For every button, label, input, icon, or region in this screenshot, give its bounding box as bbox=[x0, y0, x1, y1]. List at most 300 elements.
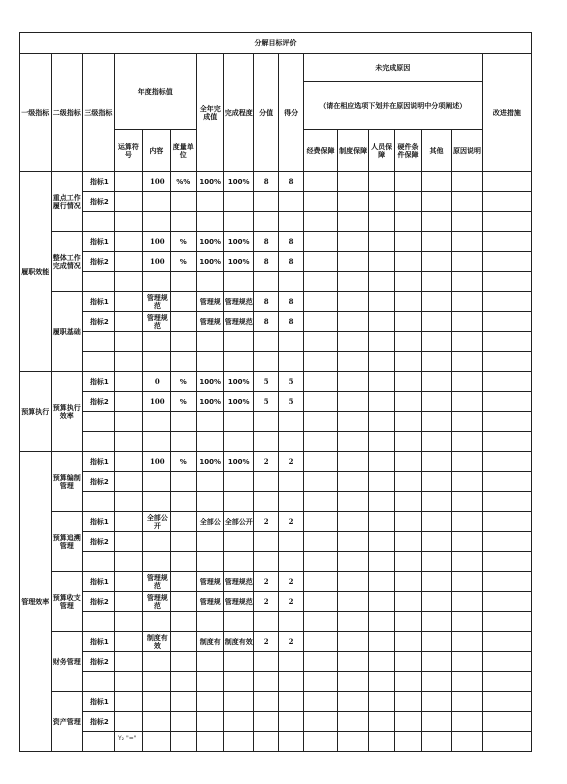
gained-cell: 2 bbox=[279, 452, 303, 472]
header-level3: 三级指标 bbox=[83, 54, 115, 172]
level3-cell bbox=[83, 612, 115, 632]
reason-cell bbox=[368, 272, 394, 292]
op-symbol-cell bbox=[114, 612, 142, 632]
reason-cell bbox=[452, 292, 483, 312]
reason-cell bbox=[452, 652, 483, 672]
reason-cell bbox=[452, 412, 483, 432]
full-year-value-cell: 全部公 bbox=[196, 512, 223, 532]
reason-cell bbox=[303, 372, 338, 392]
score-cell bbox=[253, 332, 278, 352]
op-symbol-cell bbox=[114, 512, 142, 532]
reason-cell bbox=[338, 292, 369, 312]
reason-cell bbox=[368, 692, 394, 712]
op-symbol-cell bbox=[114, 332, 142, 352]
improvement-cell bbox=[482, 212, 531, 232]
reason-cell bbox=[338, 432, 369, 452]
full-year-value-cell bbox=[196, 332, 223, 352]
completion-rate-cell: 100% bbox=[224, 392, 254, 412]
completion-rate-cell: 管理规范 bbox=[224, 592, 254, 612]
level3-cell bbox=[83, 332, 115, 352]
gained-cell bbox=[279, 552, 303, 572]
full-year-value-cell: 管理规 bbox=[196, 572, 223, 592]
level3-cell: 指标1 bbox=[83, 292, 115, 312]
reason-cell bbox=[452, 352, 483, 372]
reason-cell bbox=[421, 652, 452, 672]
op-symbol-cell bbox=[114, 692, 142, 712]
reason-cell bbox=[421, 352, 452, 372]
table-row bbox=[20, 592, 532, 612]
reason-cell bbox=[395, 172, 421, 192]
reason-cell bbox=[395, 432, 421, 452]
unit-cell: % bbox=[170, 232, 196, 252]
table-row bbox=[20, 412, 532, 432]
reason-cell bbox=[395, 632, 421, 652]
op-symbol-cell bbox=[114, 352, 142, 372]
header-level2: 二级指标 bbox=[51, 54, 83, 172]
score-cell: 8 bbox=[253, 312, 278, 332]
reason-cell bbox=[421, 732, 452, 752]
reason-cell bbox=[303, 712, 338, 732]
level3-cell bbox=[83, 552, 115, 572]
reason-cell bbox=[338, 612, 369, 632]
reason-cell bbox=[452, 692, 483, 712]
completion-rate-cell: 制度有效 bbox=[224, 632, 254, 652]
improvement-cell bbox=[482, 732, 531, 752]
content-cell: 100 bbox=[143, 452, 170, 472]
unit-cell bbox=[170, 672, 196, 692]
reason-cell bbox=[338, 552, 369, 572]
op-symbol-cell bbox=[114, 192, 142, 212]
reason-cell bbox=[303, 452, 338, 472]
header-improvement: 改进措施 bbox=[482, 54, 531, 172]
level3-cell: 指标1 bbox=[83, 232, 115, 252]
reason-cell bbox=[421, 392, 452, 412]
reason-cell bbox=[395, 572, 421, 592]
content-cell bbox=[143, 532, 170, 552]
content-cell bbox=[143, 432, 170, 452]
level3-cell: 指标1 bbox=[83, 452, 115, 472]
table-row bbox=[20, 352, 532, 372]
reason-cell bbox=[368, 252, 394, 272]
full-year-value-cell: 管理规 bbox=[196, 312, 223, 332]
level2-cell: 履职基础 bbox=[51, 292, 83, 372]
content-cell bbox=[143, 692, 170, 712]
reason-cell bbox=[368, 352, 394, 372]
improvement-cell bbox=[482, 332, 531, 352]
reason-cell bbox=[395, 232, 421, 252]
reason-cell bbox=[338, 252, 369, 272]
reason-cell bbox=[395, 252, 421, 272]
content-cell bbox=[143, 672, 170, 692]
op-symbol-cell bbox=[114, 492, 142, 512]
reason-cell bbox=[303, 572, 338, 592]
level2-cell: 重点工作履行情况 bbox=[51, 172, 83, 232]
reason-cell bbox=[421, 692, 452, 712]
reason-cell bbox=[421, 312, 452, 332]
table-row bbox=[20, 192, 532, 212]
reason-cell bbox=[303, 692, 338, 712]
op-symbol-cell bbox=[114, 532, 142, 552]
table-row bbox=[20, 392, 532, 412]
reason-cell bbox=[303, 272, 338, 292]
table-row bbox=[20, 732, 532, 752]
reason-cell bbox=[395, 392, 421, 412]
unit-cell: % bbox=[170, 252, 196, 272]
reason-cell bbox=[338, 412, 369, 432]
level3-cell: 指标1 bbox=[83, 572, 115, 592]
reason-cell bbox=[338, 232, 369, 252]
content-cell: 100 bbox=[143, 172, 170, 192]
completion-rate-cell bbox=[224, 532, 254, 552]
reason-cell bbox=[421, 452, 452, 472]
gained-cell: 8 bbox=[279, 312, 303, 332]
content-cell bbox=[143, 492, 170, 512]
level3-cell: 指标1 bbox=[83, 692, 115, 712]
content-cell: 管理规范 bbox=[143, 572, 170, 592]
unit-cell bbox=[170, 472, 196, 492]
score-cell: 2 bbox=[253, 512, 278, 532]
unit-cell bbox=[170, 212, 196, 232]
reason-cell bbox=[303, 492, 338, 512]
level2-cell: 预算追溯管理 bbox=[51, 512, 83, 572]
full-year-value-cell: 100% bbox=[196, 392, 223, 412]
level3-cell: 指标2 bbox=[83, 532, 115, 552]
reason-cell bbox=[452, 612, 483, 632]
table-row bbox=[20, 612, 532, 632]
reason-cell bbox=[395, 592, 421, 612]
header-reason-note: 原因说明 bbox=[452, 130, 483, 172]
op-symbol-cell bbox=[114, 552, 142, 572]
reason-cell bbox=[338, 452, 369, 472]
unit-cell bbox=[170, 712, 196, 732]
reason-cell bbox=[395, 332, 421, 352]
op-symbol-cell bbox=[114, 632, 142, 652]
level3-cell: 指标2 bbox=[83, 592, 115, 612]
content-cell bbox=[143, 352, 170, 372]
reason-cell bbox=[452, 572, 483, 592]
content-cell bbox=[143, 192, 170, 212]
unit-cell bbox=[170, 312, 196, 332]
score-cell bbox=[253, 472, 278, 492]
completion-rate-cell bbox=[224, 272, 254, 292]
reason-cell bbox=[338, 172, 369, 192]
reason-cell bbox=[368, 412, 394, 432]
full-year-value-cell bbox=[196, 432, 223, 452]
reason-cell bbox=[368, 172, 394, 192]
completion-rate-cell: 100% bbox=[224, 372, 254, 392]
op-symbol-cell bbox=[114, 232, 142, 252]
score-cell bbox=[253, 412, 278, 432]
reason-cell bbox=[338, 712, 369, 732]
reason-cell bbox=[303, 412, 338, 432]
reason-cell bbox=[395, 552, 421, 572]
header-completion-rate: 完成程度 bbox=[224, 54, 254, 172]
score-cell: 2 bbox=[253, 632, 278, 652]
unit-cell: % bbox=[170, 392, 196, 412]
score-cell: 2 bbox=[253, 592, 278, 612]
reason-cell bbox=[395, 292, 421, 312]
full-year-value-cell bbox=[196, 532, 223, 552]
reason-cell bbox=[303, 632, 338, 652]
op-symbol-cell bbox=[114, 712, 142, 732]
gained-cell: 5 bbox=[279, 372, 303, 392]
reason-cell bbox=[338, 692, 369, 712]
table-body bbox=[20, 172, 532, 752]
level2-cell: 资产管理 bbox=[51, 692, 83, 752]
reason-cell bbox=[368, 632, 394, 652]
improvement-cell bbox=[482, 372, 531, 392]
level3-cell bbox=[83, 672, 115, 692]
reason-cell bbox=[452, 272, 483, 292]
unit-cell bbox=[170, 492, 196, 512]
gained-cell bbox=[279, 192, 303, 212]
completion-rate-cell bbox=[224, 672, 254, 692]
completion-rate-cell bbox=[224, 432, 254, 452]
reason-cell bbox=[303, 192, 338, 212]
reason-cell bbox=[421, 272, 452, 292]
reason-cell bbox=[421, 252, 452, 272]
reason-cell bbox=[395, 732, 421, 752]
improvement-cell bbox=[482, 712, 531, 732]
gained-cell: 2 bbox=[279, 632, 303, 652]
full-year-value-cell bbox=[196, 552, 223, 572]
reason-cell bbox=[338, 312, 369, 332]
header-reason-funding: 经费保障 bbox=[303, 130, 338, 172]
reason-cell bbox=[395, 672, 421, 692]
reason-cell bbox=[303, 252, 338, 272]
full-year-value-cell bbox=[196, 472, 223, 492]
reason-cell bbox=[452, 372, 483, 392]
improvement-cell bbox=[482, 652, 531, 672]
completion-rate-cell: 100% bbox=[224, 452, 254, 472]
reason-cell bbox=[368, 372, 394, 392]
unit-cell bbox=[170, 432, 196, 452]
level3-cell: 指标2 bbox=[83, 312, 115, 332]
reason-cell bbox=[368, 532, 394, 552]
level3-cell: 指标2 bbox=[83, 192, 115, 212]
reason-cell bbox=[338, 212, 369, 232]
score-cell bbox=[253, 532, 278, 552]
reason-cell bbox=[368, 712, 394, 732]
reason-cell bbox=[421, 412, 452, 432]
reason-cell bbox=[421, 712, 452, 732]
full-year-value-cell bbox=[196, 192, 223, 212]
gained-cell: 2 bbox=[279, 512, 303, 532]
reason-cell bbox=[452, 232, 483, 252]
score-cell bbox=[253, 732, 278, 752]
score-cell: 8 bbox=[253, 172, 278, 192]
reason-cell bbox=[338, 472, 369, 492]
gained-cell bbox=[279, 472, 303, 492]
improvement-cell bbox=[482, 312, 531, 332]
reason-cell bbox=[338, 492, 369, 512]
score-cell bbox=[253, 492, 278, 512]
level3-cell: 指标1 bbox=[83, 172, 115, 192]
reason-cell bbox=[368, 592, 394, 612]
reason-cell bbox=[452, 252, 483, 272]
reason-cell bbox=[303, 732, 338, 752]
score-cell bbox=[253, 212, 278, 232]
table-row bbox=[20, 292, 532, 312]
op-symbol-cell bbox=[114, 472, 142, 492]
improvement-cell bbox=[482, 352, 531, 372]
table-row bbox=[20, 492, 532, 512]
reason-cell bbox=[395, 512, 421, 532]
reason-cell bbox=[452, 632, 483, 652]
reason-cell bbox=[368, 472, 394, 492]
level1-cell: 管理效率 bbox=[20, 452, 52, 752]
completion-rate-cell bbox=[224, 552, 254, 572]
op-symbol-cell bbox=[114, 172, 142, 192]
header-full-year-value: 全年完成值 bbox=[196, 54, 223, 172]
level1-cell: 履职效能 bbox=[20, 172, 52, 372]
reason-cell bbox=[452, 312, 483, 332]
gained-cell: 8 bbox=[279, 172, 303, 192]
reason-cell bbox=[395, 652, 421, 672]
reason-cell bbox=[303, 172, 338, 192]
completion-rate-cell: 管理规范 bbox=[224, 292, 254, 312]
reason-cell bbox=[421, 372, 452, 392]
reason-cell bbox=[421, 672, 452, 692]
table-row bbox=[20, 172, 532, 192]
reason-cell bbox=[421, 532, 452, 552]
reason-cell bbox=[303, 432, 338, 452]
unit-cell bbox=[170, 532, 196, 552]
reason-cell bbox=[368, 512, 394, 532]
reason-cell bbox=[303, 532, 338, 552]
improvement-cell bbox=[482, 612, 531, 632]
reason-cell bbox=[368, 212, 394, 232]
score-cell bbox=[253, 612, 278, 632]
unit-cell bbox=[170, 552, 196, 572]
improvement-cell bbox=[482, 172, 531, 192]
reason-cell bbox=[421, 172, 452, 192]
level3-cell bbox=[83, 212, 115, 232]
reason-cell bbox=[368, 392, 394, 412]
content-cell: 100 bbox=[143, 252, 170, 272]
reason-cell bbox=[368, 292, 394, 312]
reason-cell bbox=[368, 572, 394, 592]
table-row bbox=[20, 532, 532, 552]
reason-cell bbox=[338, 632, 369, 652]
level3-cell: 指标2 bbox=[83, 472, 115, 492]
header-op-symbol: 运算符号 bbox=[114, 130, 142, 172]
op-symbol-cell bbox=[114, 212, 142, 232]
unit-cell bbox=[170, 612, 196, 632]
gained-cell: 2 bbox=[279, 592, 303, 612]
content-cell: 100 bbox=[143, 232, 170, 252]
reason-cell bbox=[421, 612, 452, 632]
unit-cell bbox=[170, 332, 196, 352]
reason-cell bbox=[303, 312, 338, 332]
reason-cell bbox=[338, 352, 369, 372]
reason-cell bbox=[395, 412, 421, 432]
reason-cell bbox=[421, 632, 452, 652]
completion-rate-cell: 100% bbox=[224, 232, 254, 252]
table-row bbox=[20, 332, 532, 352]
reason-cell bbox=[368, 552, 394, 572]
content-cell bbox=[143, 712, 170, 732]
reason-cell bbox=[452, 552, 483, 572]
content-cell bbox=[143, 472, 170, 492]
reason-cell bbox=[452, 512, 483, 532]
table-row bbox=[20, 232, 532, 252]
reason-cell bbox=[452, 192, 483, 212]
reason-cell bbox=[421, 432, 452, 452]
level3-cell: 指标1 bbox=[83, 512, 115, 532]
reason-cell bbox=[338, 732, 369, 752]
table-row bbox=[20, 432, 532, 452]
reason-cell bbox=[303, 332, 338, 352]
gained-cell bbox=[279, 652, 303, 672]
gained-cell: 8 bbox=[279, 232, 303, 252]
reason-cell bbox=[303, 672, 338, 692]
reason-cell bbox=[452, 732, 483, 752]
reason-cell bbox=[421, 512, 452, 532]
improvement-cell bbox=[482, 572, 531, 592]
reason-cell bbox=[303, 652, 338, 672]
content-cell bbox=[143, 732, 170, 752]
content-cell: 管理规范 bbox=[143, 292, 170, 312]
improvement-cell bbox=[482, 512, 531, 532]
level3-cell bbox=[83, 272, 115, 292]
level3-cell: 指标1 bbox=[83, 632, 115, 652]
full-year-value-cell: 100% bbox=[196, 232, 223, 252]
full-year-value-cell: 管理规 bbox=[196, 592, 223, 612]
op-symbol-cell bbox=[114, 312, 142, 332]
table-row bbox=[20, 692, 532, 712]
reason-cell bbox=[452, 432, 483, 452]
reason-cell bbox=[338, 272, 369, 292]
reason-cell bbox=[395, 692, 421, 712]
reason-cell bbox=[395, 212, 421, 232]
gained-cell bbox=[279, 612, 303, 632]
gained-cell: 8 bbox=[279, 252, 303, 272]
header-reason-staff: 人员保障 bbox=[368, 130, 394, 172]
completion-rate-cell bbox=[224, 712, 254, 732]
gained-cell bbox=[279, 672, 303, 692]
full-year-value-cell bbox=[196, 692, 223, 712]
reason-cell bbox=[395, 312, 421, 332]
reason-cell bbox=[395, 192, 421, 212]
op-symbol-cell bbox=[114, 372, 142, 392]
reason-cell bbox=[421, 552, 452, 572]
gained-cell bbox=[279, 692, 303, 712]
level1-cell: 预算执行 bbox=[20, 372, 52, 452]
full-year-value-cell bbox=[196, 352, 223, 372]
reason-cell bbox=[395, 272, 421, 292]
reason-cell bbox=[303, 352, 338, 372]
table-row bbox=[20, 512, 532, 532]
score-cell: 5 bbox=[253, 392, 278, 412]
full-year-value-cell bbox=[196, 732, 223, 752]
reason-cell bbox=[338, 512, 369, 532]
reason-cell bbox=[452, 492, 483, 512]
level3-cell bbox=[83, 352, 115, 372]
reason-cell bbox=[395, 452, 421, 472]
header-annual-target: 年度指标值 bbox=[114, 54, 196, 130]
gained-cell bbox=[279, 212, 303, 232]
completion-rate-cell: 管理规范 bbox=[224, 572, 254, 592]
full-year-value-cell bbox=[196, 672, 223, 692]
improvement-cell bbox=[482, 492, 531, 512]
score-cell: 2 bbox=[253, 452, 278, 472]
full-year-value-cell: 管理规 bbox=[196, 292, 223, 312]
level3-cell bbox=[83, 412, 115, 432]
table-row bbox=[20, 632, 532, 652]
gained-cell bbox=[279, 712, 303, 732]
completion-rate-cell bbox=[224, 332, 254, 352]
